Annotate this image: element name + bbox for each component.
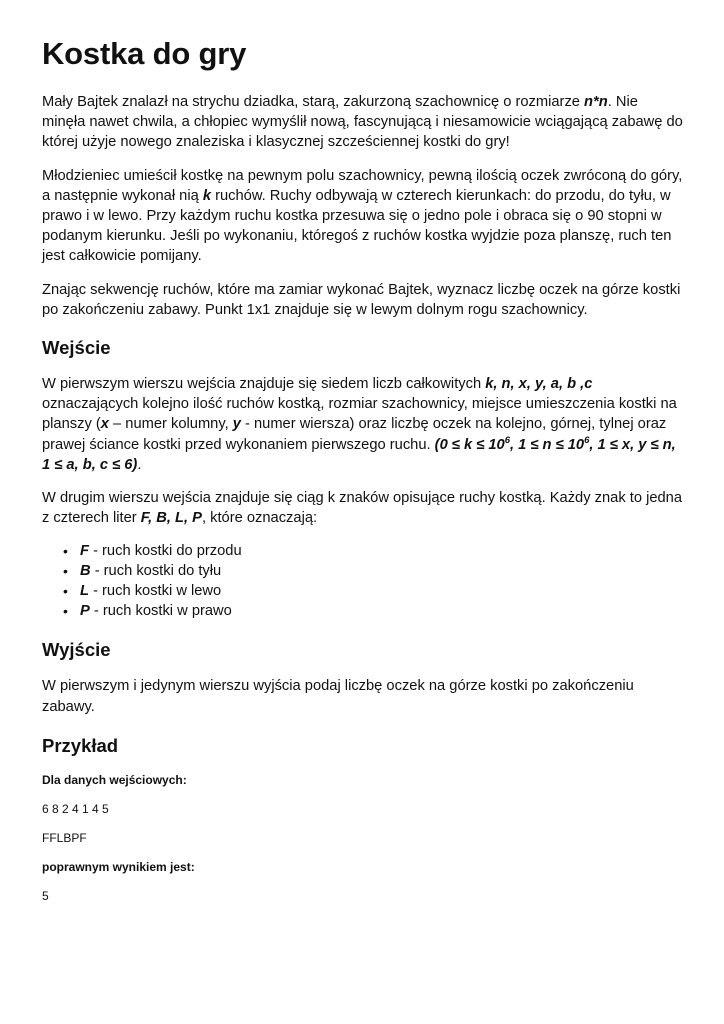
output-heading: Wyjście	[42, 639, 111, 661]
intro-p1-board-size: n*n	[584, 94, 608, 110]
input-p1-vars: k, n, x, y, a, b ,c	[485, 376, 593, 393]
document-content	[42, 92, 684, 904]
input-p1-x: x	[100, 416, 109, 433]
intro-paragraph-2	[42, 166, 684, 267]
moves-list	[42, 541, 684, 621]
move-description: - ruch kostki w lewo	[88, 583, 222, 600]
page-title: Kostka do gry	[42, 36, 247, 71]
example-heading: Przykład	[42, 734, 119, 756]
input-p1-text-a: W pierwszym wierszu wejścia znajduje się siedem liczb całkowitych	[42, 376, 486, 393]
output-paragraph: W pierwszym i jedynym wierszu wyjścia podaj liczbę oczek na górze kostki po zakończeniu zabawy.	[42, 678, 634, 715]
example-input-label: Dla danych wejściowych:	[42, 772, 187, 787]
input-heading: Wejście	[42, 337, 111, 359]
example-output-label: poprawnym wynikiem jest:	[42, 859, 195, 874]
move-description: - ruch kostki do przodu	[88, 543, 242, 560]
constraint-exponent-1: 6	[504, 434, 510, 446]
move-letter: F	[80, 543, 89, 560]
intro-p2-moves-var: k	[202, 187, 212, 204]
list-item	[42, 601, 684, 621]
input-p2-letters: F, B, L, P	[140, 510, 202, 527]
input-p1-text-b: oznaczających kolejno ilość ruchów kostką, rozmiar szachownicy, miejsce umieszczenia kostki na planszy (	[42, 396, 677, 433]
constraint-part-1: (0 ≤ k ≤ 10	[434, 436, 505, 453]
list-item	[42, 541, 684, 561]
intro-p2-text-a: Młodzieniec umieścił kostkę na pewnym polu szachownicy, pewną ilością oczek zwróconą do góry, a następnie wykonał nią	[42, 167, 683, 204]
input-p2-text-b: , które oznaczają:	[201, 510, 318, 527]
input-paragraph-2	[42, 488, 684, 528]
constraint-part-3: , 1 ≤ x, y ≤ n, 1 ≤ a, b, c ≤ 6)	[42, 436, 676, 473]
input-p1-text-d: - numer wiersza) oraz liczbę oczek na kolejno, górnej, tylnej oraz prawej ściance kostki przed wykonaniem pierwszego ruchu.	[42, 416, 667, 453]
input-p1-text-c: – numer kolumny,	[108, 416, 233, 433]
input-paragraph-1	[42, 374, 684, 475]
input-p1-y: y	[232, 416, 241, 433]
intro-p2-text-b: ruchów. Ruchy odbywają w czterech kierunkach: do przodu, do tyłu, w prawo i w lewo. Przy każdym ruchu kostka przesuwa się o jedno pole i obraca się o 90 stopni w podanym kierunku. Jeśli po wykonaniu, któregoś z ruchów kostka wyjdzie poza planszę, ruch ten jest całkowicie pomijany.	[42, 187, 672, 265]
example-output-value: 5	[42, 888, 49, 903]
move-description: - ruch kostki w prawo	[89, 603, 232, 620]
input-p2-text-a: W drugim wierszu wejścia znajduje się ciąg k znaków opisujące ruchy kostką. Każdy znak to jedna z czterech liter	[42, 490, 683, 527]
move-letter: B	[80, 563, 91, 580]
list-item	[42, 581, 684, 601]
move-description: - ruch kostki do tyłu	[90, 563, 222, 580]
input-p1-end: .	[137, 456, 142, 473]
move-letter: L	[80, 583, 89, 600]
move-letter: P	[80, 603, 90, 620]
example-input-line-1: 6 8 2 4 1 4 5	[42, 801, 109, 816]
example-input-line-2: FFLBPF	[42, 830, 87, 845]
constraint-part-2: , 1 ≤ n ≤ 10	[509, 436, 585, 453]
intro-p1-text-a: Mały Bajtek znalazł na strychu dziadka, starą, zakurzoną szachownicę o rozmiarze	[42, 94, 585, 110]
intro-paragraph-3: Znając sekwencję ruchów, które ma zamiar wykonać Bajtek, wyznacz liczbę oczek na górze kostki po zakończeniu zabawy. Punkt 1x1 znajduje się w lewym dolnym rogu szachownicy.	[42, 281, 681, 318]
constraint-exponent-2: 6	[584, 434, 590, 446]
intro-paragraph-1	[42, 92, 684, 153]
list-item	[42, 561, 684, 581]
intro-p1-text-b: . Nie minęła nawet chwila, a chłopiec wymyślił nową, fascynującą i niesamowicie wciągającą zabawę do której użyje nowego znaleziska i klasycznej szcześciennej kostki do gry!	[42, 94, 683, 151]
